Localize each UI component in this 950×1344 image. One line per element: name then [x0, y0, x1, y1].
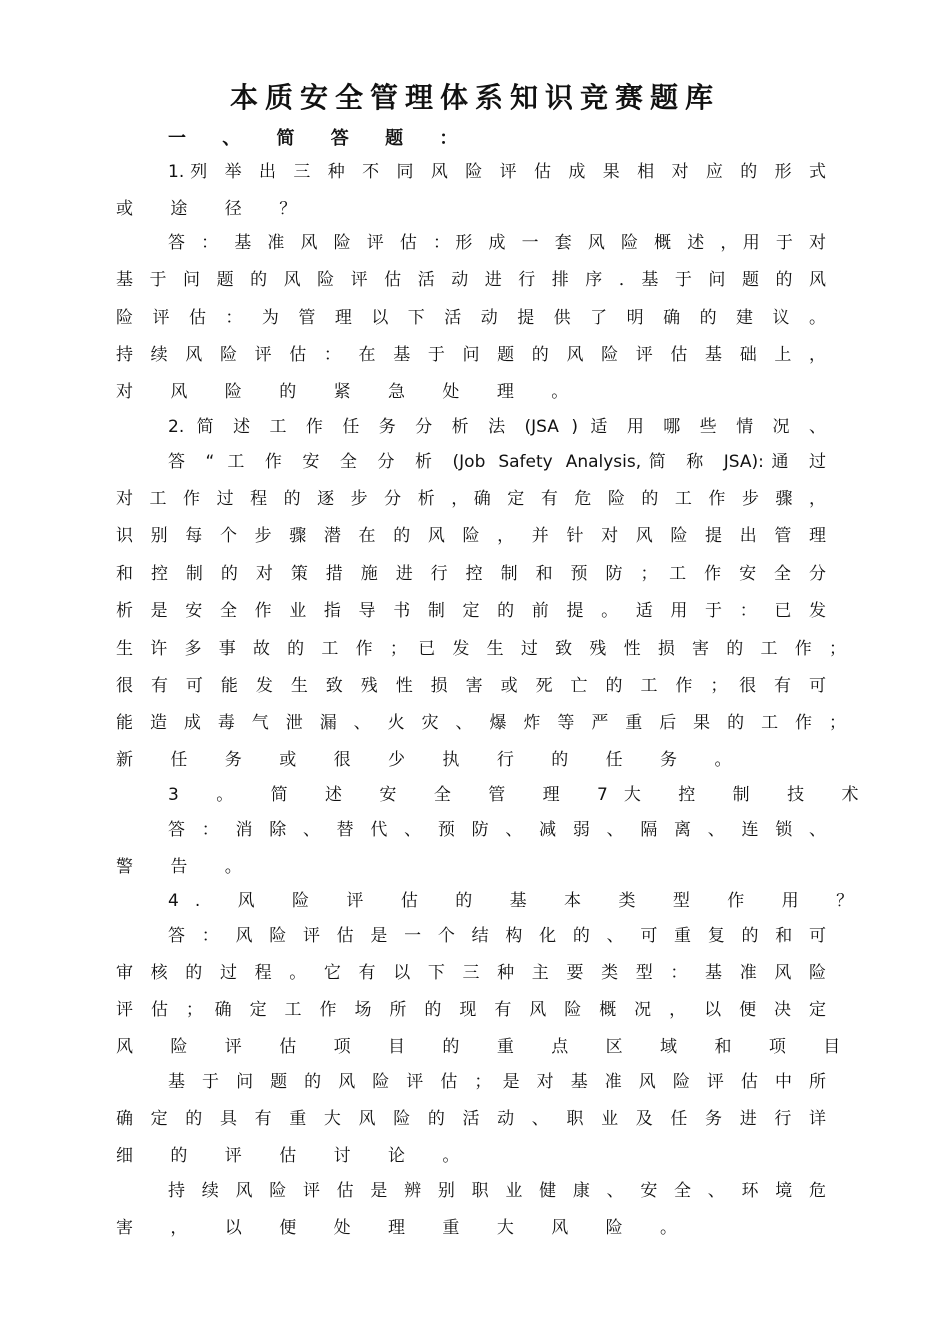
document-title: 本质安全管理体系知识竞赛题库	[229, 81, 720, 114]
paragraph-line: 基 于 问 题 的 风 险 评 估 ； 是 对 基 准 风 险 评 估 中 所	[168, 1072, 826, 1092]
paragraph-line: 识 别 每 个 步 骤 潜 在 的 风 险 ， 并 针 对 风 险 提 出 管 理	[116, 526, 826, 546]
answer-1: 答 ： 基 准 风 险 评 估 ：形 成 一 套 风 险 概 述 ，用 于 对	[168, 233, 826, 253]
paragraph-line: 持 续 风 险 评 估 是 辨 别 职 业 健 康 、 安 全 、 环 境 危	[168, 1181, 826, 1201]
paragraph-line: 确 定 的 具 有 重 大 风 险 的 活 动 、 职 业 及 任 务 进 行 详	[116, 1109, 826, 1129]
paragraph-line: 和 控 制 的 对 策 措 施 进 行 控 制 和 预 防 ； 工 作 安 全 分	[116, 564, 826, 584]
paragraph-line: 评 估 ； 确 定 工 作 场 所 的 现 有 风 险 概 况 ， 以 便 决 定	[116, 1000, 826, 1020]
paragraph-line: 或 途 径 ？	[116, 199, 313, 219]
answer-3: 答 ： 消 除 、 替 代 、 预 防 、 减 弱 、 隔 离 、 连 锁 、	[168, 820, 826, 840]
paragraph-line: 风 险 评 估 项 目 的 重 点 区 域 和 项 目	[116, 1037, 857, 1057]
answer-4: 答 ： 风 险 评 估 是 一 个 结 构 化 的 、 可 重 复 的 和 可	[168, 926, 826, 946]
paragraph-line: 警 告 。	[116, 857, 258, 877]
paragraph-line: 审 核 的 过 程 。 它 有 以 下 三 种 主 要 类 型 ： 基 准 风 险	[116, 963, 826, 983]
paragraph-line: 害 ， 以 便 处 理 重 大 风 险 。	[116, 1218, 694, 1238]
question-3: 3 。 简 述 安 全 管 理 7大 控 制 技 术	[168, 785, 875, 805]
question-2: 2. 简 述 工 作 任 务 分 析 法 (JSA ) 适 用 哪 些 情 况 、	[168, 417, 826, 437]
paragraph-line: 析 是 安 全 作 业 指 导 书 制 定 的 前 提 。 适 用 于 ： 已 发	[116, 601, 826, 621]
answer-2: 答 “ 工 作 安 全 分 析 (Job Safety Analysis,简 称 JSA):通 过	[168, 452, 826, 472]
question-1: 1.列 举 出 三 种 不 同 风 险 评 估 成 果 相 对 应 的 形 式	[168, 162, 826, 182]
paragraph-line: 基 于 问 题 的 风 险 评 估 活 动 进 行 排 序 ．基 于 问 题 的 风	[116, 270, 826, 290]
paragraph-line: 生 许 多 事 故 的 工 作 ； 已 发 生 过 致 残 性 损 害 的 工 作 ；	[116, 639, 846, 659]
paragraph-line: 能 造 成 毒 气 泄 漏 、 火 灾 、 爆 炸 等 严 重 后 果 的 工 作 ；	[116, 713, 846, 733]
paragraph-line: 险 评 估 ： 为 管 理 以 下 活 动 提 供 了 明 确 的 建 议 。	[116, 308, 826, 328]
section-heading: 一 、 简 答 题 ：	[168, 128, 473, 149]
paragraph-line: 细 的 评 估 讨 论 。	[116, 1146, 476, 1166]
paragraph-line: 对 风 险 的 紧 急 处 理 。	[116, 382, 585, 402]
paragraph-line: 新 任 务 或 很 少 执 行 的 任 务 。	[116, 750, 748, 770]
paragraph-line: 很 有 可 能 发 生 致 残 性 损 害 或 死 亡 的 工 作 ； 很 有 可	[116, 676, 826, 696]
question-4: 4. 风 险 评 估 的 基 本 类 型 作 用 ？	[168, 891, 870, 911]
paragraph-line: 对 工 作 过 程 的 逐 步 分 析 ，确 定 有 危 险 的 工 作 步 骤 ，	[116, 489, 826, 509]
paragraph-line: 持 续 风 险 评 估 ： 在 基 于 问 题 的 风 险 评 估 基 础 上 ，	[116, 345, 826, 365]
